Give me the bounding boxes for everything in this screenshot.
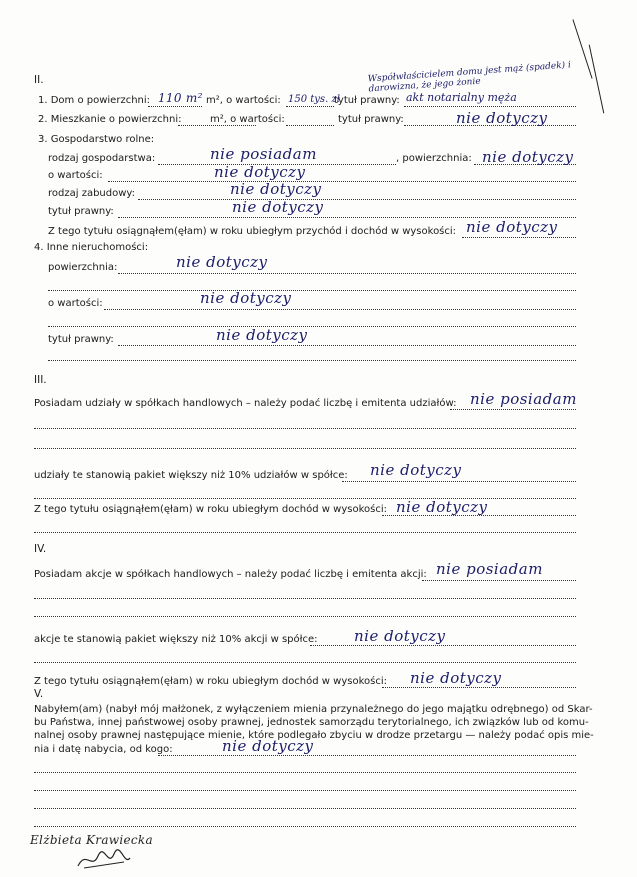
fill-line xyxy=(286,125,334,126)
farm-build-value: nie dotyczy xyxy=(230,180,322,198)
farm-title-value: nie dotyczy xyxy=(232,198,324,216)
shares-label: Posiadam udziały w spółkach handlowych – należy podać liczbę i emitenta udziałów: xyxy=(34,398,457,409)
stocks-income-value: nie dotyczy xyxy=(410,669,502,687)
fill-line xyxy=(34,772,576,773)
section-ii-header: II. xyxy=(34,74,44,86)
fill-line xyxy=(118,345,576,346)
fill-line xyxy=(48,360,576,361)
other-area-label: powierzchnia: xyxy=(48,262,118,273)
fill-line xyxy=(48,326,576,327)
shares-pkg-label: udziały te stanowią pakiet większy niż 10% udziałów w spółce: xyxy=(34,470,348,481)
fill-line xyxy=(462,237,576,238)
fill-line xyxy=(422,580,576,581)
section-iii-header: III. xyxy=(34,374,47,386)
acquisition-text-1: Nabyłem(am) (nabył mój małżonek, z wyłączeniem mienia przynależnego do jego majątku odrębnego) od Skar- xyxy=(34,704,593,715)
other-value-label: o wartości: xyxy=(48,298,103,309)
fill-line xyxy=(34,428,576,429)
fill-line xyxy=(34,616,576,617)
other-property-label: 4. Inne nieruchomości: xyxy=(34,242,149,253)
fill-line xyxy=(404,106,576,107)
fill-line xyxy=(34,598,576,599)
stocks-value: nie posiadam xyxy=(436,560,543,578)
farm-value-label: o wartości: xyxy=(48,170,103,181)
fill-line xyxy=(450,409,576,410)
fill-line xyxy=(286,106,334,107)
house-area-label: 1. Dom o powierzchni: xyxy=(38,95,151,106)
fill-line xyxy=(310,645,576,646)
acquisition-value: nie dotyczy xyxy=(222,737,314,755)
farm-area-label: , powierzchnia: xyxy=(396,153,472,164)
other-title-label: tytuł prawny: xyxy=(48,334,114,345)
house-area-value: 110 m² xyxy=(158,91,203,105)
section-iv-header: IV. xyxy=(34,543,47,555)
farm-income-value: nie dotyczy xyxy=(466,218,558,236)
ownership-note: Współwłaścicielem domu jest mąż (spadek) i darowizna, że jego żonie xyxy=(367,60,572,95)
acquisition-text-3: nalnej osoby prawnej następujące mienie, które podlegało zbyciu w drodze przetargu — należy podać opis mie- xyxy=(34,730,594,741)
stocks-income-label: Z tego tytułu osiągnąłem(ęłam) w roku ubiegłym dochód w wysokości: xyxy=(34,676,387,687)
house-title-label: tytuł prawny: xyxy=(334,95,400,106)
stocks-pkg-label: akcje te stanowią pakiet większy niż 10% akcji w spółce: xyxy=(34,634,318,645)
fill-line xyxy=(382,687,576,688)
farm-type-value: nie posiadam xyxy=(210,145,317,163)
fill-line xyxy=(34,808,576,809)
shares-income-value: nie dotyczy xyxy=(396,498,488,516)
farm-income-label: Z tego tytułu osiągnąłem(ęłam) w roku ubiegłym przychód i dochód w wysokości: xyxy=(48,226,457,237)
farm-area-value: nie dotyczy xyxy=(482,148,574,166)
fill-line xyxy=(34,826,576,827)
shares-pkg-value: nie dotyczy xyxy=(370,461,462,479)
fill-line xyxy=(148,106,202,107)
fill-line xyxy=(118,273,576,274)
farm-title-label: tytuł prawny: xyxy=(48,206,114,217)
farm-value-value: nie dotyczy xyxy=(214,163,306,181)
fill-line xyxy=(34,790,576,791)
fill-line xyxy=(34,532,576,533)
acquisition-text-2: bu Państwa, innej państwowej osoby prawnej, jednostek samorządu terytorialnego, ich związków lub od komu- xyxy=(34,717,589,728)
fill-line xyxy=(104,309,576,310)
apartment-title-value: nie dotyczy xyxy=(456,109,548,127)
apartment-area-label: 2. Mieszkanie o powierzchni: xyxy=(38,114,182,125)
house-value: 150 tys. zł xyxy=(288,94,340,105)
fill-line xyxy=(34,498,576,499)
apartment-title-label: tytuł prawny: xyxy=(338,114,404,125)
house-title-value: akt notarialny męża xyxy=(406,91,517,104)
farm-type-label: rodzaj gospodarstwa: xyxy=(48,153,156,164)
farm-label: 3. Gospodarstwo rolne: xyxy=(38,134,155,145)
other-value-value: nie dotyczy xyxy=(200,289,292,307)
signature-scribble xyxy=(74,848,134,874)
house-value-label: m², o wartości: xyxy=(206,95,281,106)
fill-line xyxy=(48,290,576,291)
fill-line xyxy=(108,181,576,182)
fill-line xyxy=(342,481,576,482)
farm-build-label: rodzaj zabudowy: xyxy=(48,188,135,199)
other-title-value: nie dotyczy xyxy=(216,326,308,344)
signature-name: Elżbieta Krawiecka xyxy=(30,833,153,847)
stocks-label: Posiadam akcje w spółkach handlowych – należy podać liczbę i emitenta akcji: xyxy=(34,569,427,580)
fill-line xyxy=(158,755,576,756)
fill-line xyxy=(138,199,576,200)
apartment-value-label: m², o wartości: xyxy=(210,114,285,125)
acquisition-text-4: nia i datę nabycia, od kogo: xyxy=(34,744,173,755)
stocks-pkg-value: nie dotyczy xyxy=(354,627,446,645)
fill-line xyxy=(34,448,576,449)
other-area-value: nie dotyczy xyxy=(176,253,268,271)
shares-value: nie posiadam xyxy=(470,390,577,408)
shares-income-label: Z tego tytułu osiągnąłem(ęłam) w roku ubiegłym dochód w wysokości: xyxy=(34,504,387,515)
fill-line xyxy=(34,662,576,663)
section-v-header: V. xyxy=(34,688,44,700)
page-edge-mark xyxy=(589,45,605,114)
